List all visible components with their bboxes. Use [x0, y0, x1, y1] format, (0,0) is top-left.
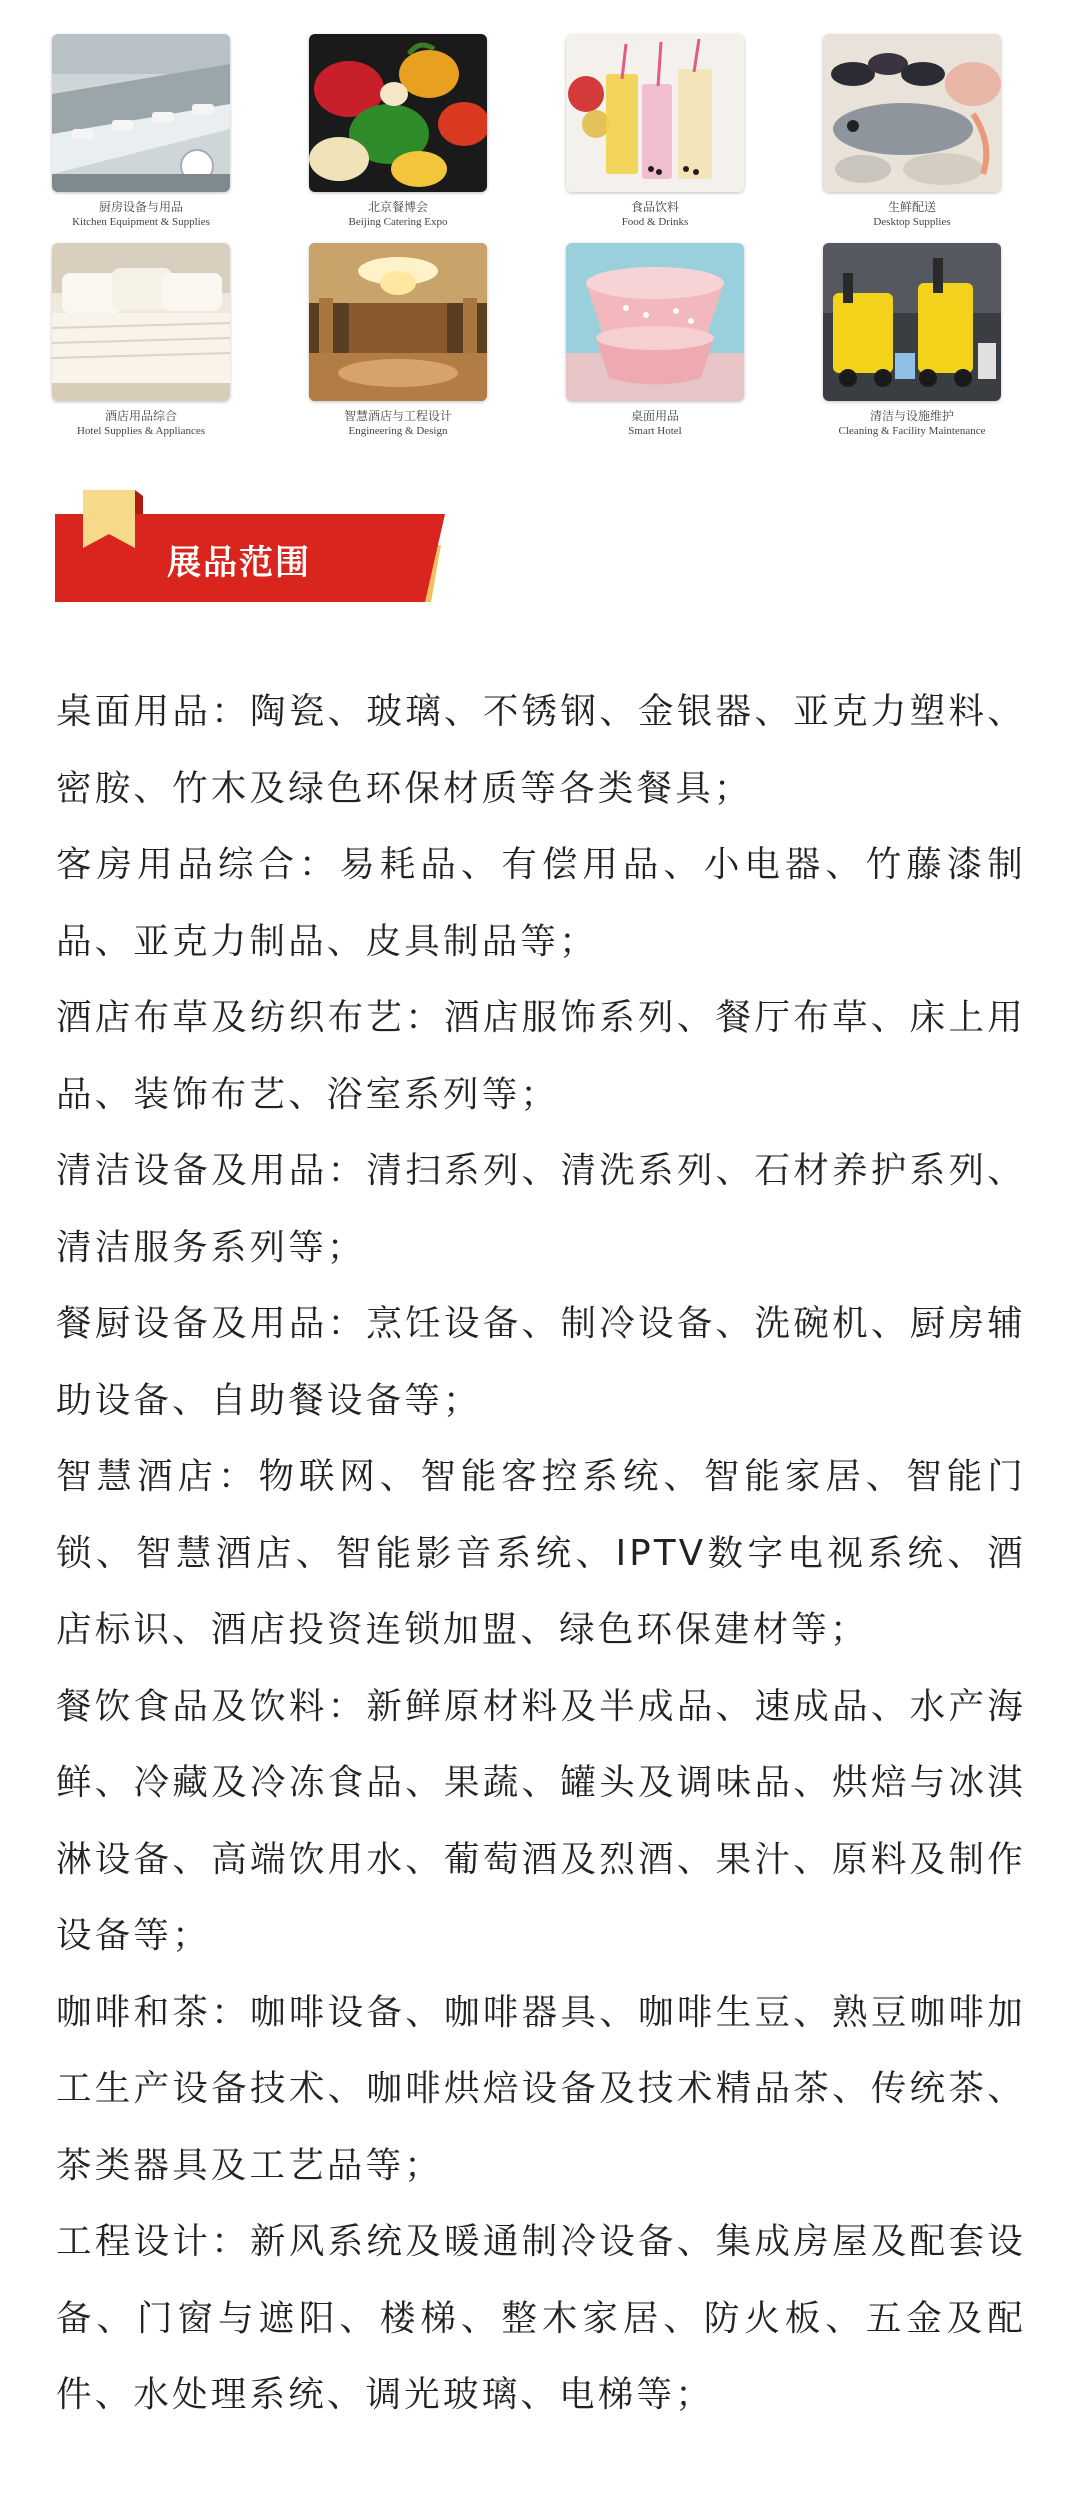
category-title-cn: 清洁与设施维护: [869, 409, 954, 423]
category-title-cn: 酒店用品综合: [104, 409, 177, 423]
exhibit-paragraph: 工程设计：新风系统及暖通制冷设备、集成房屋及配套设备、门窗与遮阳、楼梯、整木家居、防火板、五金及配件、水处理系统、调光玻璃、电梯等；: [56, 2221, 1026, 2415]
category-grid: [52, 34, 1022, 438]
category-title-en: Engineering & Design: [348, 425, 448, 437]
exhibit-paragraph: 智慧酒店：物联网、智能客控系统、智能家居、智能门锁、智慧酒店、智能影音系统、IPTV数字电视系统、酒店标识、酒店投资连锁加盟、绿色环保建材等；: [56, 1456, 1026, 1650]
cleaning-machine-photo: [823, 243, 1001, 401]
category-title-en: Beijing Catering Expo: [348, 216, 448, 228]
category-kitchen[interactable]: [52, 34, 230, 229]
vegetables-photo: [309, 34, 487, 192]
category-tabletop[interactable]: [566, 243, 744, 438]
bowls-photo: [566, 243, 744, 401]
exhibit-paragraph: 桌面用品：陶瓷、玻璃、不锈钢、金银器、亚克力塑料、密胺、竹木及绿色环保材质等各类餐具；: [56, 691, 1026, 809]
kitchen-photo: [52, 34, 230, 192]
exhibit-paragraph: 餐饮食品及饮料：新鲜原材料及半成品、速成品、水产海鲜、冷藏及冷冻食品、果蔬、罐头及调味品、烘焙与冰淇淋设备、高端饮用水、葡萄酒及烈酒、果汁、原料及制作设备等；: [56, 1685, 1026, 1956]
category-title-cn: 食品饮料: [630, 200, 679, 214]
category-title-en: Food & Drinks: [621, 216, 689, 228]
category-title-cn: 智慧酒店与工程设计: [343, 409, 452, 423]
category-title-en: Hotel Supplies & Appliances: [76, 425, 205, 437]
category-title-cn: 桌面用品: [630, 409, 679, 423]
category-title-en: Smart Hotel: [628, 425, 682, 437]
category-title-en: Cleaning & Facility Maintenance: [838, 425, 986, 437]
category-title-en: Kitchen Equipment & Supplies: [72, 216, 210, 228]
category-catering-expo[interactable]: [309, 34, 487, 229]
bed-photo: [52, 243, 230, 401]
category-title-en: Desktop Supplies: [873, 216, 951, 228]
exhibit-paragraph: 餐厨设备及用品：烹饪设备、制冷设备、洗碗机、厨房辅助设备、自助餐设备等；: [56, 1303, 1026, 1421]
category-title-cn: 生鲜配送: [887, 200, 936, 214]
hotel-lobby-photo: [309, 243, 487, 401]
category-fresh-delivery[interactable]: [823, 34, 1001, 229]
category-title-cn: 北京餐博会: [367, 200, 428, 214]
section-banner: [55, 490, 445, 605]
category-cleaning[interactable]: [823, 243, 1001, 438]
category-hotel-supplies[interactable]: [52, 243, 230, 438]
exhibit-paragraph: 酒店布草及纺织布艺：酒店服饰系列、餐厅布草、床上用品、装饰布艺、浴室系列等；: [56, 997, 1026, 1115]
exhibit-scope-text: [56, 674, 1026, 2434]
drinks-photo: [566, 34, 744, 192]
category-engineering-design[interactable]: [309, 243, 487, 438]
exhibit-paragraph: 咖啡和茶：咖啡设备、咖啡器具、咖啡生豆、熟豆咖啡加工生产设备技术、咖啡烘焙设备及技术精品茶、传统茶、茶类器具及工艺品等；: [56, 1991, 1026, 2186]
category-food-drinks[interactable]: [566, 34, 744, 229]
category-title-cn: 厨房设备与用品: [98, 200, 183, 214]
exhibit-paragraph: 客房用品综合：易耗品、有偿用品、小电器、竹藤漆制品、亚克力制品、皮具制品等；: [56, 844, 1026, 962]
seafood-photo: [823, 34, 1001, 192]
exhibit-paragraph: 清洁设备及用品：清扫系列、清洗系列、石材养护系列、清洁服务系列等；: [56, 1150, 1026, 1268]
section-title: 展品范围: [167, 543, 311, 583]
